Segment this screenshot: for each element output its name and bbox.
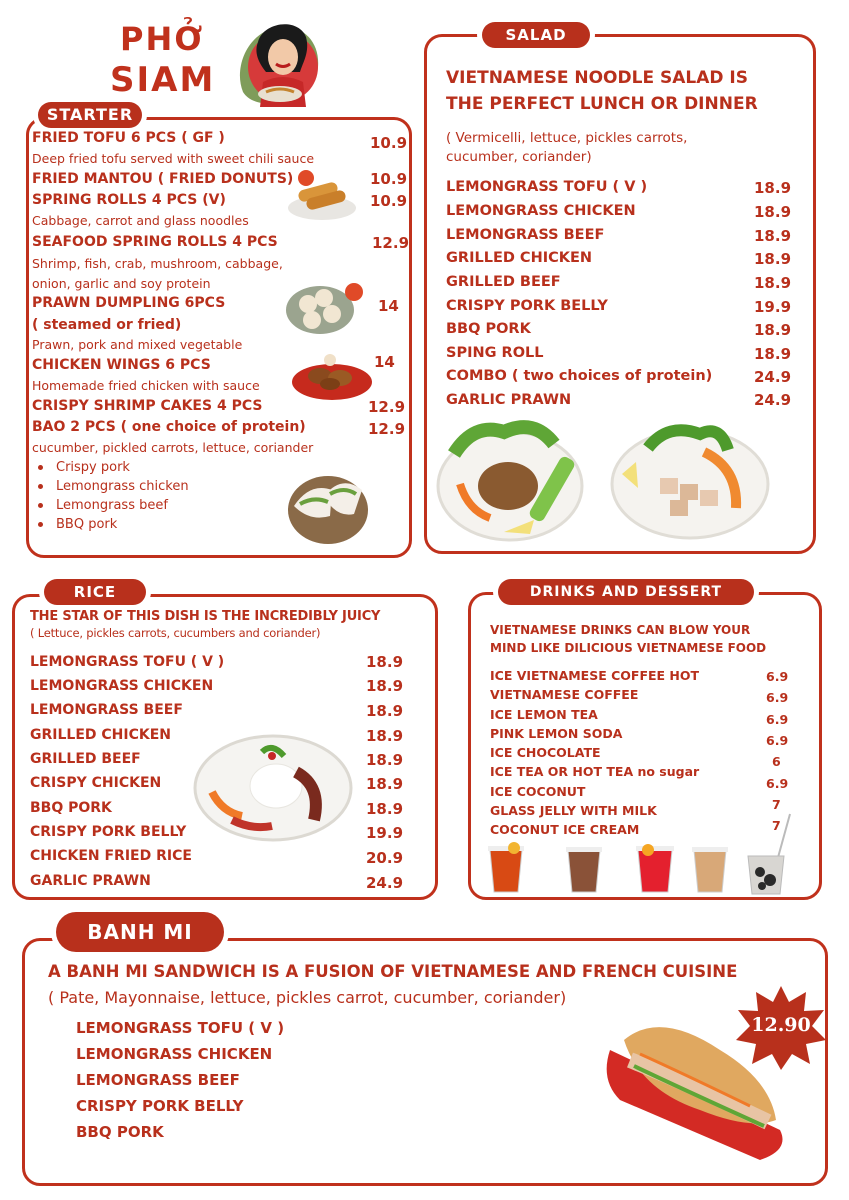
starter-item-desc: Cabbage, carrot and glass noodles xyxy=(32,213,249,228)
lady-illustration xyxy=(228,12,328,112)
starter-tab: STARTER xyxy=(38,102,142,128)
starter-item-price: 10.9 xyxy=(370,170,408,188)
coffee-cup-image xyxy=(564,844,604,894)
brand-name-line2: SIAM xyxy=(110,60,216,100)
drinks-item-price: 6 xyxy=(772,754,781,769)
prawn-dumpling-image xyxy=(280,276,368,338)
starter-item-desc: Shrimp, fish, crab, mushroom, cabbage, xyxy=(32,256,283,271)
salad-item-name: CRISPY PORK BELLY xyxy=(446,298,608,314)
rice-item-price: 18.9 xyxy=(366,653,404,671)
drinks-tab: DRINKS AND DESSERT xyxy=(498,579,754,605)
salad-item-name: GARLIC PRAWN xyxy=(446,392,572,408)
banhmi-item: BBQ PORK xyxy=(76,1123,164,1141)
salad-item-name: BBQ PORK xyxy=(446,321,531,337)
salad-tab: SALAD xyxy=(482,22,590,48)
salad-item-price: 24.9 xyxy=(754,368,792,386)
starter-item-name: CHICKEN WINGS 6 PCS xyxy=(32,357,211,373)
rice-item-price: 18.9 xyxy=(366,800,404,818)
bao-options-list xyxy=(32,458,189,534)
starter-item-price: 14 xyxy=(378,297,399,315)
drinks-item-price: 6.9 xyxy=(766,669,789,684)
rice-item-name: GARLIC PRAWN xyxy=(30,873,151,889)
starter-item-name: FRIED TOFU 6 PCS ( GF ) xyxy=(32,130,225,146)
rice-item-name: CRISPY CHICKEN xyxy=(30,775,162,791)
bao-image xyxy=(280,460,370,546)
drinks-item-name: ICE COCONUT xyxy=(490,784,586,799)
starter-item-price: 14 xyxy=(374,353,395,371)
drinks-headline: VIETNAMESE DRINKS CAN BLOW YOUR xyxy=(490,623,751,637)
starter-item-name: FRIED MANTOU ( FRIED DONUTS) xyxy=(32,171,294,187)
salad-headline: VIETNAMESE NOODLE SALAD IS xyxy=(446,68,748,88)
drinks-item-price: 6.9 xyxy=(766,712,789,727)
starter-item-name: BAO 2 PCS ( one choice of protein) xyxy=(32,419,306,435)
salad-item-price: 18.9 xyxy=(754,274,792,292)
rice-item-price: 18.9 xyxy=(366,702,404,720)
banhmi-item: CRISPY PORK BELLY xyxy=(76,1097,244,1115)
salad-item-price: 18.9 xyxy=(754,250,792,268)
rice-item-price: 18.9 xyxy=(366,751,404,769)
starter-item-desc: Homemade fried chicken with sauce xyxy=(32,378,260,393)
salad-item-price: 18.9 xyxy=(754,179,792,197)
salad-item-name: GRILLED BEEF xyxy=(446,274,561,290)
bao-option: Lemongrass beef xyxy=(32,496,189,515)
starter-item-price: 12.9 xyxy=(368,420,406,438)
rice-item-name: LEMONGRASS BEEF xyxy=(30,702,183,718)
bao-option: Crispy pork xyxy=(32,458,189,477)
rice-item-price: 19.9 xyxy=(366,824,404,842)
rice-item-price: 18.9 xyxy=(366,727,404,745)
salad-item-price: 18.9 xyxy=(754,321,792,339)
starter-item-price: 10.9 xyxy=(370,192,408,210)
drinks-item-price: 7 xyxy=(772,818,781,833)
rice-item-name: CRISPY PORK BELLY xyxy=(30,824,187,840)
rice-item-name: LEMONGRASS TOFU ( V ) xyxy=(30,654,225,670)
drinks-item-price: 7 xyxy=(772,797,781,812)
salad-item-name: GRILLED CHICKEN xyxy=(446,250,593,266)
bao-option: Lemongrass chicken xyxy=(32,477,189,496)
salad-item-price: 18.9 xyxy=(754,345,792,363)
salad-item-name: LEMONGRASS BEEF xyxy=(446,227,605,243)
drinks-item-name: COCONUT ICE CREAM xyxy=(490,822,640,837)
starter-item-desc: cucumber, pickled carrots, lettuce, coriander xyxy=(32,440,314,455)
bao-option: BBQ pork xyxy=(32,515,189,534)
spring-rolls-image xyxy=(286,168,358,224)
salad-item-name: COMBO ( two choices of protein) xyxy=(446,368,713,384)
rice-tab: RICE xyxy=(44,579,146,605)
pork-belly-salad-bowl-image xyxy=(608,418,772,542)
banhmi-item: LEMONGRASS TOFU ( V ) xyxy=(76,1019,285,1037)
noodle-salad-bowl-image xyxy=(434,414,594,542)
salad-item-price: 24.9 xyxy=(754,391,792,409)
chicken-wings-image xyxy=(290,352,374,402)
rice-headline: THE STAR OF THIS DISH IS THE INCREDIBLY JUICY xyxy=(30,609,381,624)
starter-item-name: SPRING ROLLS 4 PCS (V) xyxy=(32,192,226,208)
starter-item-price: 10.9 xyxy=(370,134,408,152)
drinks-item-name: ICE VIETNAMESE COFFEE HOT xyxy=(490,668,700,683)
salad-note: cucumber, coriander) xyxy=(446,149,592,165)
salad-item-name: SPING ROLL xyxy=(446,345,544,361)
rice-item-name: GRILLED BEEF xyxy=(30,751,141,767)
drinks-headline: MIND LIKE DILICIOUS VIETNAMESE FOOD xyxy=(490,641,767,655)
starter-item-desc: onion, garlic and soy protein xyxy=(32,276,211,291)
salad-item-name: LEMONGRASS CHICKEN xyxy=(446,203,636,219)
salad-item-name: LEMONGRASS TOFU ( V ) xyxy=(446,179,648,195)
banhmi-tab: BANH MI xyxy=(56,912,224,952)
drinks-item-price: 6.9 xyxy=(766,776,789,791)
drinks-item-name: PINK LEMON SODA xyxy=(490,726,623,741)
drinks-item-name: ICE CHOCOLATE xyxy=(490,745,601,760)
starter-item-name: SEAFOOD SPRING ROLLS 4 PCS xyxy=(32,234,278,250)
salad-headline: THE PERFECT LUNCH OR DINNER xyxy=(446,94,758,114)
salad-item-price: 18.9 xyxy=(754,227,792,245)
price-badge xyxy=(736,986,826,1070)
drinks-item-name: ICE LEMON TEA xyxy=(490,707,598,722)
rice-plate-image xyxy=(192,732,354,844)
pink-soda-cup-image xyxy=(634,842,676,894)
starter-item-desc: Prawn, pork and mixed vegetable xyxy=(32,337,243,352)
starter-item-name: PRAWN DUMPLING 6PCS xyxy=(32,295,226,311)
banhmi-item: LEMONGRASS BEEF xyxy=(76,1071,240,1089)
starter-item-name: CRISPY SHRIMP CAKES 4 PCS xyxy=(32,398,263,414)
rice-item-name: CHICKEN FRIED RICE xyxy=(30,848,192,864)
rice-item-price: 18.9 xyxy=(366,677,404,695)
rice-item-name: LEMONGRASS CHICKEN xyxy=(30,678,214,694)
banhmi-item: LEMONGRASS CHICKEN xyxy=(76,1045,273,1063)
milk-tea-cup-image xyxy=(690,844,730,894)
starter-item-desc: Deep fried tofu served with sweet chili sauce xyxy=(32,151,315,166)
rice-item-name: GRILLED CHICKEN xyxy=(30,727,171,743)
starter-item-price: 12.9 xyxy=(368,398,406,416)
salad-item-price: 19.9 xyxy=(754,298,792,316)
brand-name-line1: PHỞ xyxy=(120,20,205,58)
glass-jelly-cup-image xyxy=(744,812,794,896)
rice-item-price: 20.9 xyxy=(366,849,404,867)
drinks-item-name: ICE TEA OR HOT TEA no sugar xyxy=(490,764,700,779)
banhmi-headline: A BANH MI SANDWICH IS A FUSION OF VIETNAMESE AND FRENCH CUISINE xyxy=(48,962,738,981)
iced-tea-cup-image xyxy=(486,842,526,894)
drinks-item-price: 6.9 xyxy=(766,690,789,705)
rice-item-name: BBQ PORK xyxy=(30,800,112,816)
rice-note: ( Lettuce, pickles carrots, cucumbers and coriander) xyxy=(30,626,321,640)
starter-item-price: 12.9 xyxy=(372,234,410,252)
drinks-item-price: 6.9 xyxy=(766,733,789,748)
banhmi-price: 12.90 xyxy=(751,1014,811,1036)
salad-item-price: 18.9 xyxy=(754,203,792,221)
salad-note: ( Vermicelli, lettuce, pickles carrots, xyxy=(446,130,688,146)
rice-item-price: 18.9 xyxy=(366,775,404,793)
drinks-item-name: GLASS JELLY WITH MILK xyxy=(490,803,657,818)
brand-logo xyxy=(108,20,328,110)
banhmi-note: ( Pate, Mayonnaise, lettuce, pickles carrot, cucumber, coriander) xyxy=(48,988,567,1007)
rice-item-price: 24.9 xyxy=(366,874,404,892)
drinks-item-name: VIETNAMESE COFFEE xyxy=(490,687,639,702)
starter-item-name-sub: ( steamed or fried) xyxy=(32,317,182,333)
